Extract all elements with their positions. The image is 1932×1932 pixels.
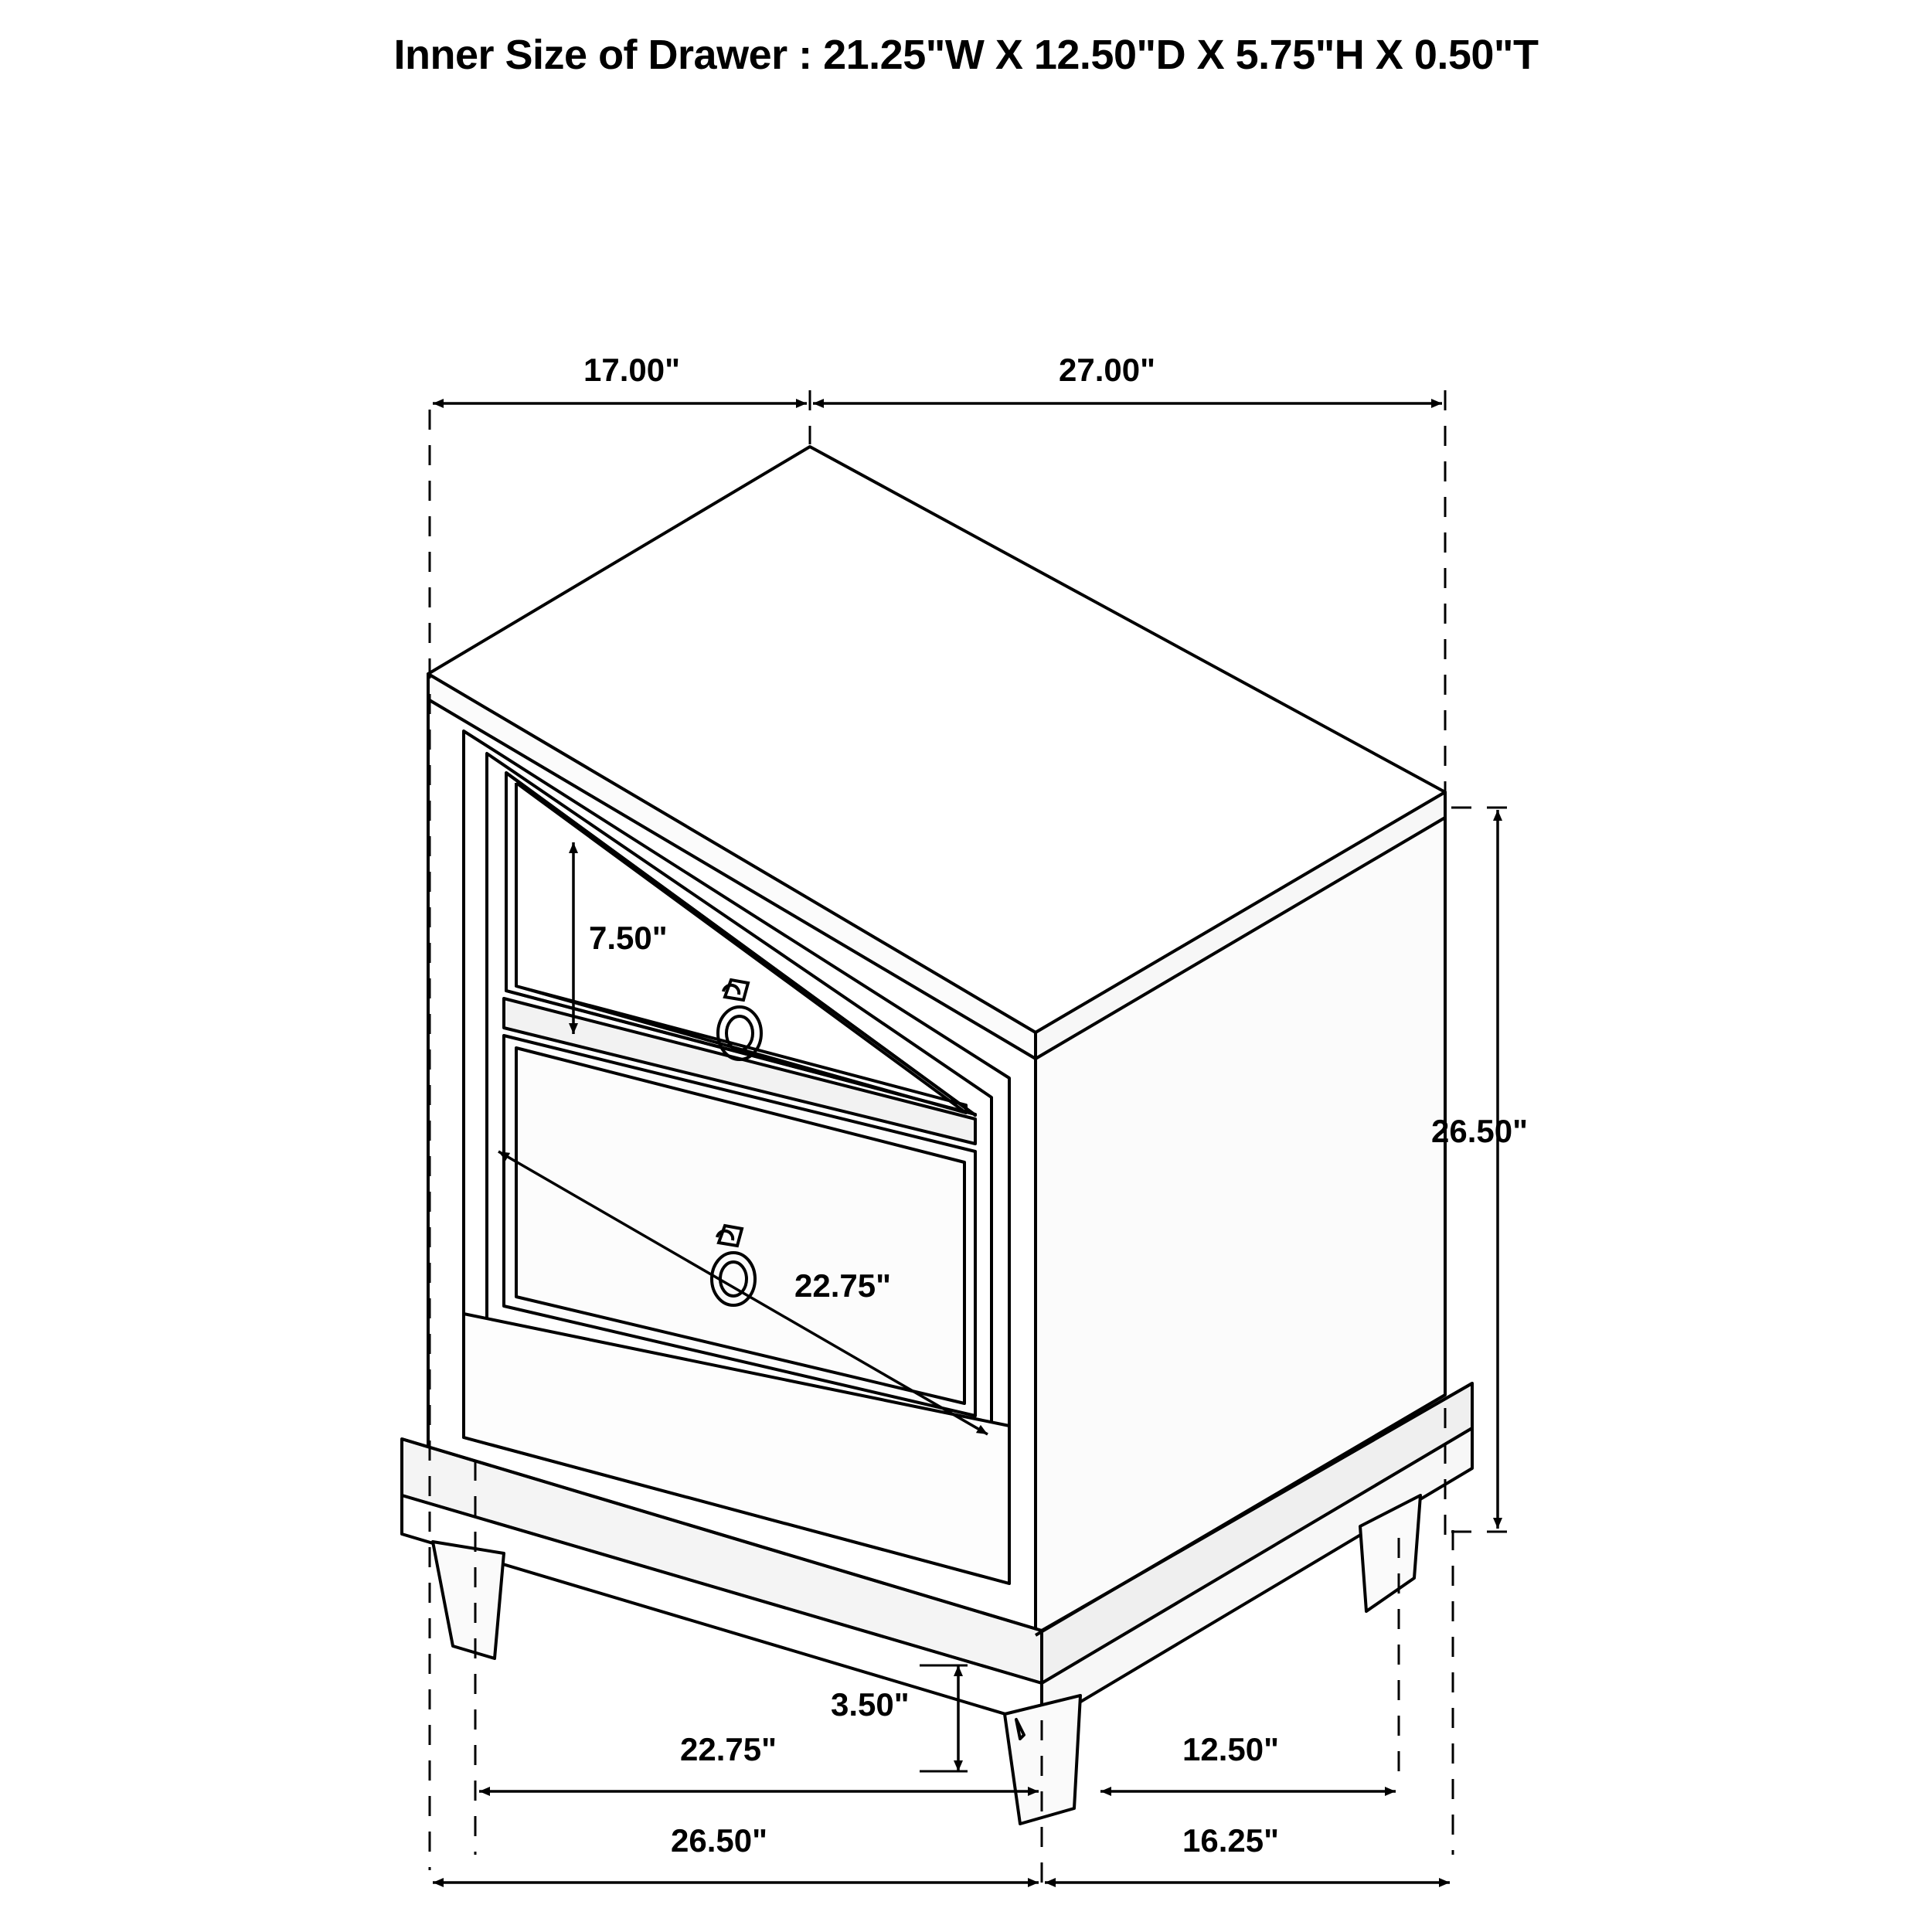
label-drawer-height: 7.50" — [589, 920, 668, 956]
label-top-left-width: 17.00" — [583, 352, 681, 388]
nightstand-body — [402, 447, 1472, 1824]
label-drawer-front-width: 22.75" — [794, 1267, 892, 1304]
label-leg-height: 3.50" — [831, 1686, 910, 1723]
label-overall-height: 26.50" — [1431, 1113, 1529, 1149]
label-overall-width: 26.50" — [671, 1822, 768, 1859]
diagram-title: Inner Size of Drawer : 21.25"W X 12.50"D X 5.75"H X 0.50"T — [393, 32, 1539, 78]
label-top-right-depth: 27.00" — [1059, 352, 1156, 388]
label-base-side-depth: 12.50" — [1182, 1731, 1280, 1767]
label-base-front-width: 22.75" — [680, 1731, 777, 1767]
label-overall-depth: 16.25" — [1182, 1822, 1280, 1859]
